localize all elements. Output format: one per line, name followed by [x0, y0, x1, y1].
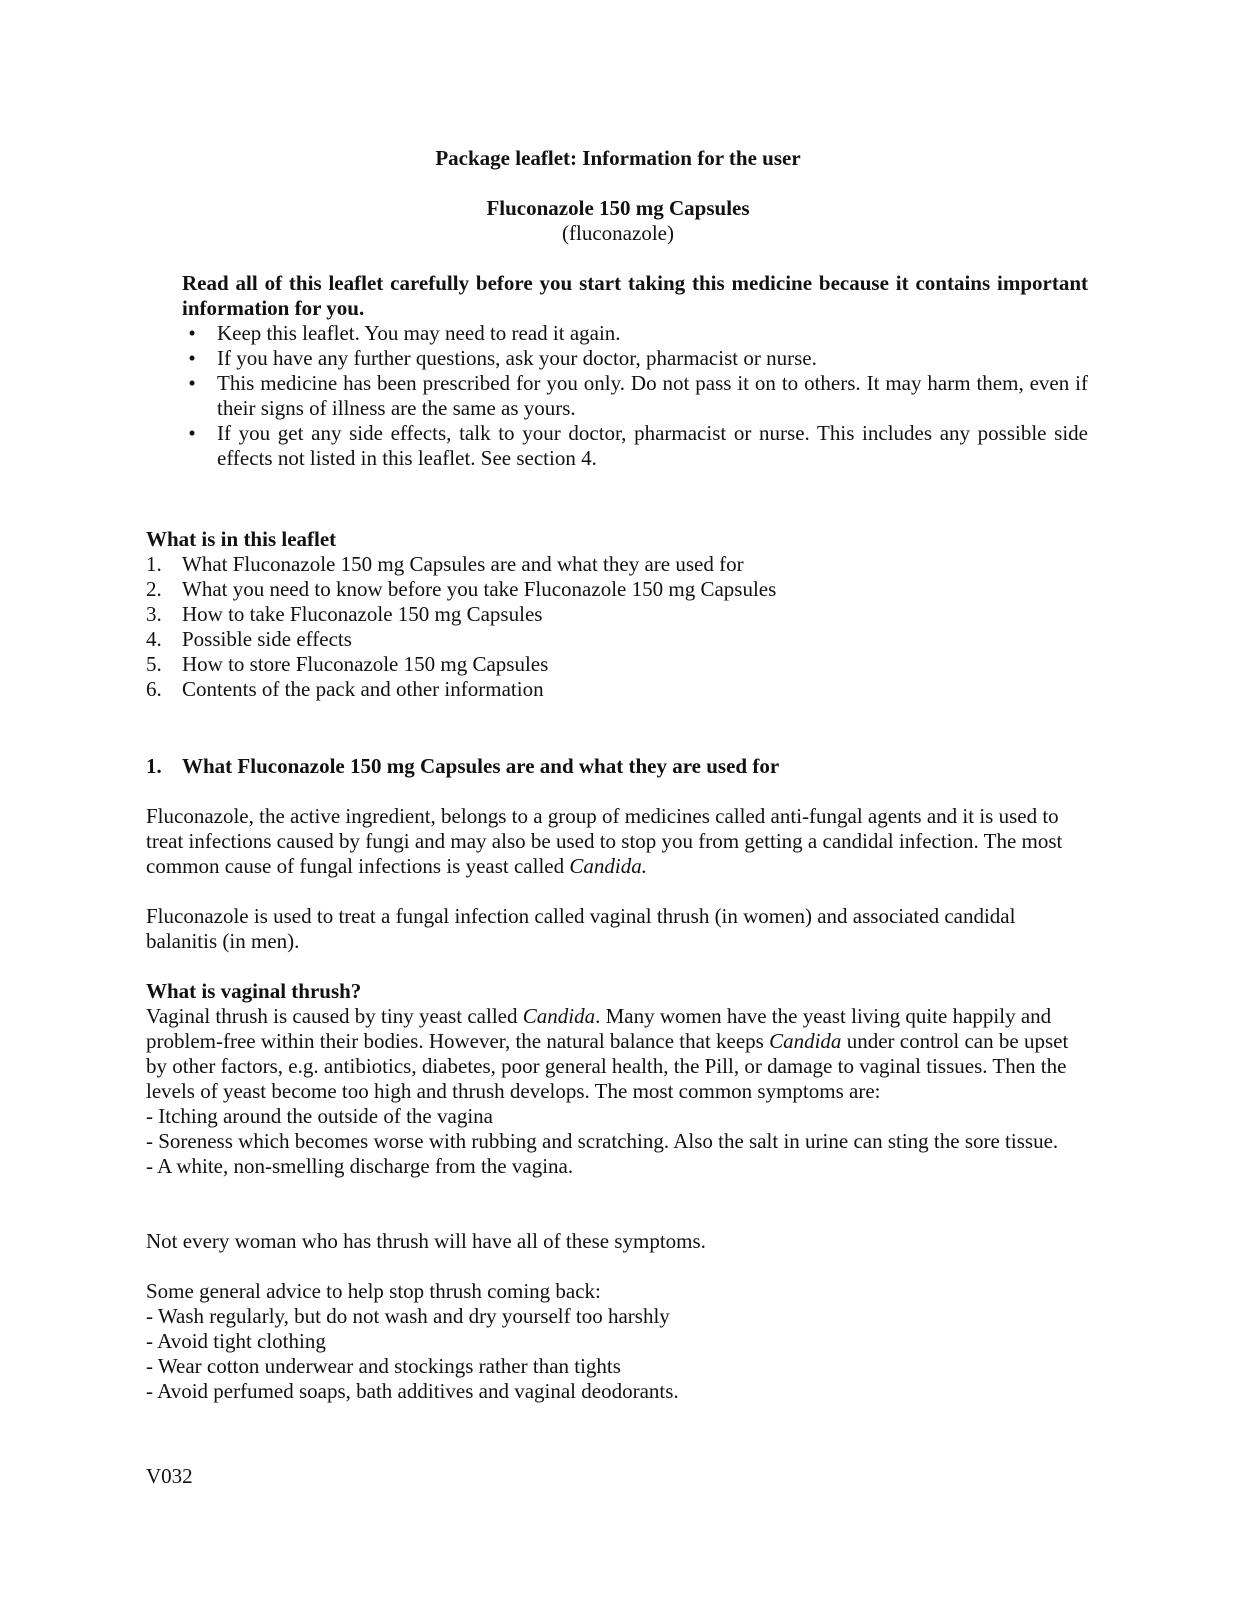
- table-of-contents: [146, 527, 1086, 702]
- warning-bullet: [182, 371, 1088, 421]
- toc-item: [146, 652, 1086, 677]
- toc-item-text: How to take Fluconazole 150 mg Capsules: [182, 602, 543, 626]
- warning-bullet-text: Keep this leaflet. You may need to read it again.: [217, 321, 621, 345]
- bullet-icon: •: [188, 321, 196, 345]
- advice-intro: Some general advice to help stop thrush coming back:: [146, 1279, 601, 1303]
- advice-block: [146, 1279, 1088, 1404]
- thrush-text: . Many women have the yeast living quite happily and problem-free within their bodies. However, the natural balance that keeps: [146, 1004, 1052, 1053]
- product-name: Fluconazole 150 mg Capsules: [486, 196, 750, 220]
- toc-item-number: 3.: [146, 602, 162, 626]
- thrush-block: [146, 979, 1088, 1179]
- warning-bullet-text: If you have any further questions, ask your doctor, pharmacist or nurse.: [217, 346, 817, 370]
- toc-item: [146, 677, 1086, 702]
- section-1-title: What Fluconazole 150 mg Capsules are and what they are used for: [182, 754, 780, 778]
- symptom-item: - Itching around the outside of the vagina: [146, 1104, 493, 1128]
- toc-item: [146, 552, 1086, 577]
- section-1-paragraph-2: Fluconazole is used to treat a fungal infection called vaginal thrush (in women) and associated candidal balanitis (in men).: [146, 904, 1016, 953]
- toc-item: [146, 627, 1086, 652]
- toc-item-text: Possible side effects: [182, 627, 352, 651]
- paragraph-text: Fluconazole, the active ingredient, belongs to a group of medicines called anti-fungal agents and it is used to treat infections caused by fungi and may also be used to stop you from getting a candidal infection. The most common cause of fungal infections is yeast called: [146, 804, 1063, 878]
- warning-bullet: [182, 421, 1088, 471]
- toc-item-text: How to store Fluconazole 150 mg Capsules: [182, 652, 549, 676]
- version-code: V032: [146, 1464, 193, 1488]
- toc-item-number: 1.: [146, 552, 162, 576]
- toc-item: [146, 577, 1086, 602]
- paragraph-italic: Candida.: [569, 854, 647, 878]
- symptom-item: - Soreness which becomes worse with rubbing and scratching. Also the salt in urine can sting the sore tissue.: [146, 1129, 1059, 1153]
- warning-bullets: [182, 321, 1088, 471]
- thrush-description: [146, 1004, 1088, 1104]
- warning-bullet-text: This medicine has been prescribed for you only. Do not pass it on to others. It may harm them, even if their signs of illness are the same as yours.: [217, 371, 1088, 420]
- warning-box: [182, 271, 1088, 471]
- toc-item-number: 4.: [146, 627, 162, 651]
- warning-bullet: [182, 321, 1088, 346]
- bullet-icon: •: [188, 346, 196, 370]
- advice-item: - Wear cotton underwear and stockings rather than tights: [146, 1354, 621, 1378]
- toc-item-number: 6.: [146, 677, 162, 701]
- advice-item: - Avoid perfumed soaps, bath additives and vaginal deodorants.: [146, 1379, 679, 1403]
- thrush-italic: Candida: [769, 1029, 842, 1053]
- bullet-icon: •: [188, 421, 196, 445]
- toc-item-text: What you need to know before you take Fluconazole 150 mg Capsules: [182, 577, 777, 601]
- not-every-woman-note: Not every woman who has thrush will have all of these symptoms.: [146, 1229, 706, 1253]
- thrush-text: under control can be upset by other factors, e.g. antibiotics, diabetes, poor general health, the Pill, or damage to vaginal tissues. Then the levels of yeast become too high and thrush develops. The most common symptoms are:: [146, 1029, 1069, 1103]
- thrush-italic: Candida: [522, 1004, 596, 1028]
- toc-item-text: Contents of the pack and other information: [182, 677, 544, 701]
- warning-bullet: [182, 346, 1088, 371]
- section-1-heading: [146, 754, 1088, 779]
- toc-item: [146, 602, 1086, 627]
- warning-bullet-text: If you get any side effects, talk to your doctor, pharmacist or nurse. This includes any possible side effects not listed in this leaflet. See section 4.: [217, 421, 1088, 470]
- generic-name: (fluconazole): [562, 221, 674, 245]
- section-1-paragraph-1: [146, 804, 1088, 879]
- toc-item-number: 5.: [146, 652, 162, 676]
- toc-item-text: What Fluconazole 150 mg Capsules are and what they are used for: [182, 552, 744, 576]
- symptom-item: - A white, non-smelling discharge from the vagina.: [146, 1154, 574, 1178]
- section-1-number: 1.: [146, 754, 162, 778]
- thrush-heading: What is vaginal thrush?: [146, 979, 362, 1003]
- leaflet-title: Package leaflet: Information for the user: [435, 146, 801, 170]
- bullet-icon: •: [188, 371, 196, 395]
- toc-heading: What is in this leaflet: [146, 527, 337, 551]
- toc-list: [146, 552, 1086, 702]
- advice-item: - Wash regularly, but do not wash and dry yourself too harshly: [146, 1304, 670, 1328]
- advice-item: - Avoid tight clothing: [146, 1329, 326, 1353]
- thrush-text: Vaginal thrush is caused by tiny yeast called: [146, 1004, 523, 1028]
- warning-lead: Read all of this leaflet carefully before you start taking this medicine because it contains important information for you.: [182, 271, 1088, 320]
- toc-item-number: 2.: [146, 577, 162, 601]
